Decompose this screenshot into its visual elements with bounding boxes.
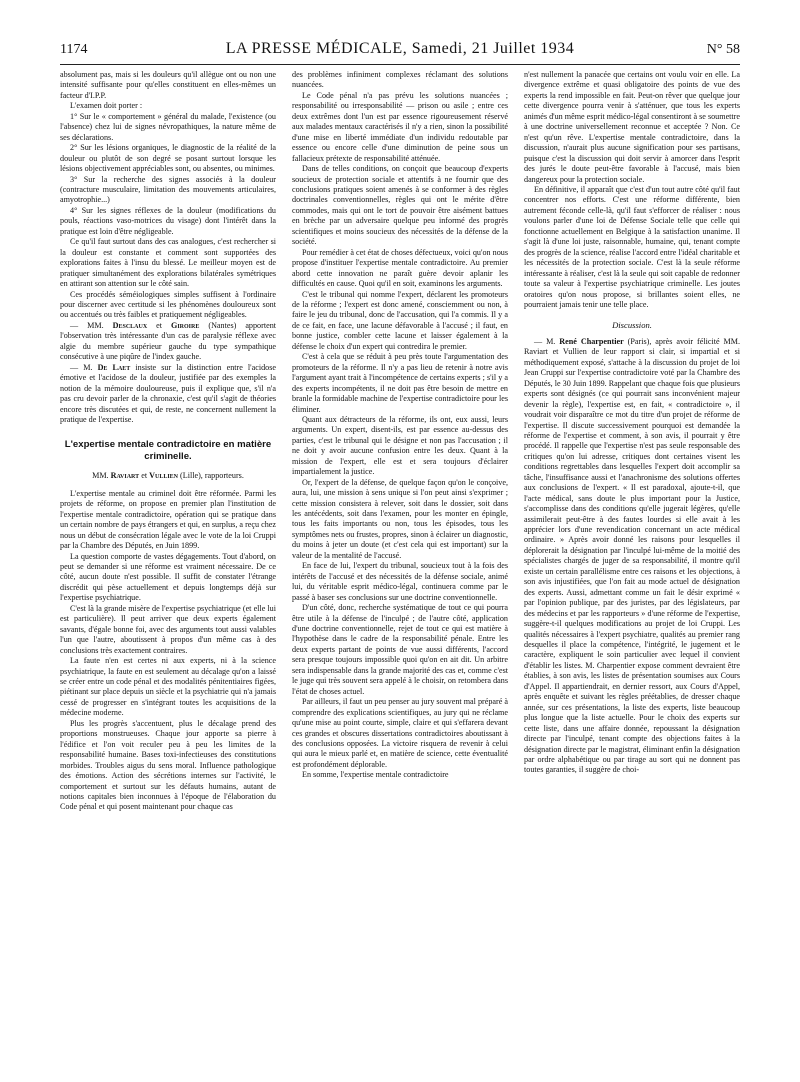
paragraph-delaet: [60, 363, 276, 426]
paragraph: Plus les progrès s'accentuent, plus le décalage prend des proportions monstrueuses. Chaque jour apporte sa pierre à l'édifice et l'on voit reculer peu à peu les limites de la responsabilité humaine. Bases toxi-infectieuses des constitutions morbides. Troubles aigus du sens moral. Influence pathologique des émotions. Action des sécrétions internes sur l'activité, le comportement et surtout sur les défauts humains, autant de notions capitales bien inconnues à l'époque de l'élaboration du Code pénal et qui posent maintenant pour chaque cas: [60, 718, 276, 812]
prefix: — M.: [534, 336, 556, 346]
author-name: Desclaux: [112, 320, 148, 330]
prefix: — M.: [70, 362, 93, 372]
paragraph: n'est nullement la panacée que certains ont voulu voir en elle. La divergence extrême et quasi obligatoire des points de vue des experts la rend impossible en fait. Peut-on rêver que quelque jour cette divergence pourra venir à s'atténuer, que tous les experts animés d'un même esprit médico-légal consentiront à se soumettre à une doctrine universellement reconnue et acceptée ? Non. Ce n'est qu'un rêve. L'expertise mentale contradictoire, dans la discussion, n'aurait plus aucune signification pour ses partisans, puisque c'est la discussion qui doit servir à amorcer dans l'esprit des jurés le doute peut-être favorable à l'accusé, mais bien dangereux pour la protection sociale.: [524, 70, 740, 184]
paragraph: des problèmes infiniment complexes réclamant des solutions nuancées.: [292, 70, 508, 90]
paragraph: La faute n'en est certes ni aux experts, ni à la science psychiatrique, la faute en est seulement au décalage qu'on a laissé se créer entre un code pénal et des modalités pénitentiaires figées, piétinant sur place depuis un siècle et la psychiatrie qui n'a jamais cessé de progresser en s'intégrant toutes les acquisitions de la médecine moderne.: [60, 656, 276, 718]
paragraph: Par ailleurs, il faut un peu penser au jury souvent mal préparé à comprendre des explications scientifiques, au jury qui ne réclame qu'une mise au point courte, simple, claire et qui s'effarera devant ces grandes et obscures dissertations contradictoires aboutissant à des conclusions opposées. La victoire risquera de revenir à celui qui aura le mieux parlé et, en matière de science, cette éventualité est profondément déplorable.: [292, 697, 508, 769]
paragraph-desclaux: [60, 321, 276, 363]
author-name: René Charpentier: [559, 336, 624, 346]
rapporteurs-line: [60, 471, 276, 481]
paragraph: C'est là la grande misère de l'expertise psychiatrique (et elle lui est particulière). Il peut arriver que deux experts également savants, d'égale bonne foi, avec des arguments tout aussi valables l'un que l'autre, aboutissent à propos d'un même cas à des conclusions très exactement contraires.: [60, 603, 276, 655]
author-name: Vullien: [149, 471, 178, 481]
issue-number: N° 58: [706, 42, 740, 57]
prefix: — MM.: [70, 320, 104, 330]
list-item: 1° Sur le « comportement » général du malade, l'existence (ou l'absence) chez lui de signes névropathiques, la nature même de ses déclarations.: [60, 111, 276, 142]
section-title: L'expertise mentale contradictoire en matière criminelle.: [64, 439, 272, 463]
page-header: [60, 42, 740, 65]
author-name: Raviart: [110, 471, 140, 481]
paragraph-text: (Paris), après avoir félicité MM. Raviart et Vullien de leur rapport si clair, si impartial et si méthodiquement exposé, s'attache à la discussion du projet de loi Jean Cruppi sur l'expertise contradictoire voté par la Chambre des Députés, le 30 Juin 1899. Rappelant que chaque fois que plusieurs experts sont désignés (ce qui pourrait sans inconvénient majeur devenir la règle), l'expertise est, en fait, « contradictoire », il voudrait voir disparaître ce mot du titre d'un projet de réforme de l'expertise. Il discute successivement pourquoi est demandée la réforme de l'expertise et comment, à son avis, il pourrait y être procédé. Il rappelle que l'expertise n'est pas seule responsable des critiques qu'on lui adresse, critiques dont certaines visent les conditions regrettables dans lesquelles l'expert doit accomplir sa tâche, l'insuffisance aussi et l'anachronisme des solutions offertes aux conclusions de l'expert. « Il est paradoxal, ajoute-t-il, que l'acte médical, sans doute le plus important pour la Justice, s'accomplisse dans des conditions qu'elle jugerait légères, qu'elle assimilerait peut-être à des fautes lourdes si elle avait à les apprécier lors d'une revendication concernant un acte médical ordinaire. » Après avoir donné les raisons pour lesquelles il déplorerait la désignation par l'inculpé lui-même de la moitié des spécialistes chargés de juger de sa responsabilité, il montre qu'il existe un certain parallélisme entre ces raisons et les objections, à son avis injustifiées, que l'on fait au mode actuel de désignation des experts. Aussi, admettant comme un fait le désir exprimé « par l'opinion publique, par des juristes, par des législateurs, par des médecins et par les rapporteurs » d'une réforme de l'expertise, suggère-t-il quelques modifications au projet de loi Cruppi. Les qualités nécessaires à l'expert psychiatre, qualités au premier rang desquelles il place la compétence, l'intégrité, le jugement et le caractère, expliquent le soin particulier avec lequel il convient d'établir les listes. M. Charpentier expose comment devraient être établies, à son avis, les listes de présentation soumises aux Cours d'Appel. Il appartiendrait, en dernier ressort, aux Cours d'Appel, après enquête et suivant les règles préétablies, de dresser chaque année, sur ces présentations, la liste des experts, liste beaucoup plus longue que la liste actuelle. Pour le choix des experts sur cette liste, dans une affaire donnée, repoussant la désignation directe par l'inculpé, tenant compte des objections faites à la désignation directe par le magistrat, éliminant enfin la désignation par ordre alphabétique ou par tirage au sort qui ne donnent pas toutes garanties, il suggère de choi-: [524, 336, 740, 775]
paragraph: En face de lui, l'expert du tribunal, soucieux tout à la fois des intérêts de l'accusé et des nécessités de la défense sociale, animé lui, du véritable esprit médico-légal, continuera comme par le passé à baser ses conclusions sur une doctrine conventionnelle.: [292, 561, 508, 602]
journal-title: LA PRESSE MÉDICALE, Samedi, 21 Juillet 1934: [225, 40, 575, 57]
paragraph: Quant aux détracteurs de la réforme, ils ont, eux aussi, leurs arguments. Un expert, disent-ils, est par essence au-dessus des parties, c'est le tribunal qui le désigne et non pas l'accusation ; il ne doit y avoir aucune confusion entre les deux. Quant à la mission de l'expert, elle est et sera toujours d'éclairer impartialement la justice.: [292, 414, 508, 477]
conjunction: et: [141, 471, 148, 481]
list-item: 4° Sur les signes réflexes de la douleur (modifications du pouls, réactions vaso-motrices du visage) dont l'intérêt dans la pratique est loin d'être négligeable.: [60, 205, 276, 236]
paragraph: En définitive, il apparaît que c'est d'un tout autre côté qu'il faut concentrer nos efforts. C'est une réforme différente, bien autrement féconde celle-là, qu'il faut s'efforcer de réaliser : nous voulons parler d'une loi de Défense Sociale telle que celle qui fonctionne actuellement en Belgique à la satisfaction unanime. Il s'agit là d'une loi juste, raisonnable, humaine, qui, tenant compte des progrès de la science, réalise l'accord entre l'idéal charitable et les nécessités de la protection sociale. C'est là la seule réforme intéressante à réaliser, c'est là la seule qui soit capable de redonner toute sa valeur à l'expertise psychiatrique criminelle. Les joutes oratoires qu'on nous propose, si brillantes soient elles, ne pourraient jamais tenir une telle place.: [524, 184, 740, 309]
paragraph: La question comporte de vastes dégagements. Tout d'abord, on peut se demander si une réforme est vraiment nécessaire. De ce côté, aucun doute n'est possible. Il suffit de constater l'étrange discrédit qui pèse actuellement et depuis longtemps déjà sur l'expertise psychiatrique.: [60, 551, 276, 603]
paragraph-text: insiste sur la distinction entre l'acidose émotive et l'acidose de la douleur, justifiée par des exemples la notion de la mémoire douloureuse, puis il explique que, s'il n'a pas cru devoir parler de la chronaxie, c'est qu'il s'agit de théories encore très discutées et qui, de reste, ne concernent nullement la pratique de l'expertise.: [60, 362, 276, 424]
column-middle: [292, 70, 508, 1070]
paragraph: Or, l'expert de la défense, de quelque façon qu'on le conçoive, aura, lui, une mission à sens unique si l'on peut ainsi s'exprimer ; cette mission consistera à relever, soit dans le dossier, soit dans les antécédents, soit dans l'examen, pour les monter en épingle, tous les faits importants ou non, tous les épisodes, tous les symptômes nets ou frustes, propres, sinon à éclairer un diagnostic, du moins à jeter un doute (et c'est cela qui est important) sur la valeur de la mentalité de l'accusé.: [292, 477, 508, 560]
paragraph: D'un côté, donc, recherche systématique de tout ce qui pourra être utile à la défense de l'inculpé ; de l'autre côté, application d'une doctrine conventionnelle, rejet de tout ce qui est matière à l'hypothèse dans le cadre de la responsabilité pénale. Entre les deux experts partant de points de vue aussi différents, l'accord sera presque toujours impossible quoi qu'on en ait dit. Un arbitre sera indispensable dans la grande majorité des cas et, comme c'est le juge qui très souvent sera appelé à le choisir, on retombera dans l'état de choses actuel.: [292, 603, 508, 696]
paragraph: C'est à cela que se réduit à peu près toute l'argumentation des promoteurs de la réforme. Il n'y a pas lieu de retenir à notre avis l'argument ayant trait à l'incompétence de certains experts ; s'il y a des experts incompétents, il ne doit pas être besoin de mettre en branle la formidable machine de l'expertise contradictoire pour les éliminer.: [292, 352, 508, 414]
conjunction: et: [156, 320, 163, 330]
rapporteurs-suffix: (Lille), rapporteurs.: [180, 471, 244, 481]
paragraph: Dans de telles conditions, on conçoit que beaucoup d'experts soucieux de protection sociale et attentifs à ne fournir que des conclusions pratiques soient amenés à se conformer à des règles doctrinales conventionnelles, règles qui ont le mérite d'être commodes, mais qui ont le tort de pouvoir être aisément battues en brèche par un adversaire quelque peu informé des progrès scientifiques et moins soucieux des nécessités de la défense de la société.: [292, 164, 508, 247]
paragraph: En somme, l'expertise mentale contradictoire: [302, 770, 449, 780]
author-name: Giroire: [171, 320, 200, 330]
paragraph: Pour remédier à cet état de choses défectueux, voici qu'on nous propose d'instituer l'expertise mentale contradictoire. Au premier abord cette innovation ne paraît guère devoir aplanir les difficultés en cause. Quoi qu'il en soit, examinons les arguments.: [292, 247, 508, 289]
list-item: 2° Sur les lésions organiques, le diagnostic de la réalité de la douleur ou plutôt de son degré se posant surtout lorsque les lésions objectivement appréciables sont, ou absentes, ou minimes.: [60, 143, 276, 174]
paragraph-text: (Nantes) apportent l'observation très intéressante d'un cas de paralysie réflexe avec algie du membre supérieur gauche du type sympathique consécutive à une piqûre de l'index gauche.: [60, 320, 276, 362]
paragraph: absolument pas, mais si les douleurs qu'il allègue ont ou non une intensité suffisante pour qu'elles constituent en elles-mêmes un facteur d'I.P.P.: [60, 70, 276, 100]
column-left: [60, 70, 276, 1070]
paragraph: Le Code pénal n'a pas prévu les solutions nuancées ; responsabilité ou irresponsabilité — prison ou asile ; entre ces deux extrêmes dont l'un est par essence rigoureusement réservé aux malades mentaux caractérisés il n'y a rien, sinon la possibilité d'une mise en liberté immédiate d'un individu redoutable par essence ou encore celle d'une diminution de peine sous un fallacieux prétexte de responsabilité atténuée.: [292, 90, 508, 163]
paragraph: L'expertise mentale au criminel doit être réformée. Parmi les projets de réforme, on propose en premier plan l'institution de l'expertise mentale contradictoire, opération qui se pratique dans un certain nombre de pays étrangers et qui, en surplus, a reçu chez nous un début de consécration légale avec le vote de la loi Cruppi par la Chambre des Députés, en Juin 1899.: [60, 488, 276, 551]
list-item: 3° Sur la recherche des signes associés à la douleur (contracture musculaire, limitation des mouvements articulaires, amyotrophie...): [60, 174, 276, 205]
paragraph: C'est le tribunal qui nomme l'expert, déclarent les promoteurs de la réforme ; l'expert est donc amené, consciemment ou non, à faire le jeu du tribunal, donc de l'accusation, qui l'a commis. Il y a de ce fait, en face, une lacune défavorable à l'accusé ; il faut, en bonne justice, combler cette lacune et laisser également à la défense le choix d'un expert qui contredira le premier.: [292, 289, 508, 351]
column-right: [524, 70, 740, 1070]
author-name: De Laet: [97, 362, 131, 372]
discussion-heading: Discussion.: [612, 320, 652, 331]
paragraph: L'examen doit porter :: [70, 101, 143, 111]
paragraph: Ce qu'il faut surtout dans des cas analogues, c'est rechercher si la douleur est constante et comment sont supportées des explorations faites à l'insu du blessé. Le meilleur moyen est de pratiquer simultanément des explorations bilatérales symétriques en attirant son attention sur le côté sain.: [60, 237, 276, 289]
prefix: MM.: [92, 471, 109, 481]
paragraph-charpentier: [524, 337, 740, 776]
page-number: 1174: [60, 42, 88, 57]
paragraph: Ces procédés séméiologiques simples suffisent à l'ordinaire pour discerner avec certitude si les phénomènes douloureux sont ou accentués ou très faibles et pratiquement négligeables.: [60, 289, 276, 320]
